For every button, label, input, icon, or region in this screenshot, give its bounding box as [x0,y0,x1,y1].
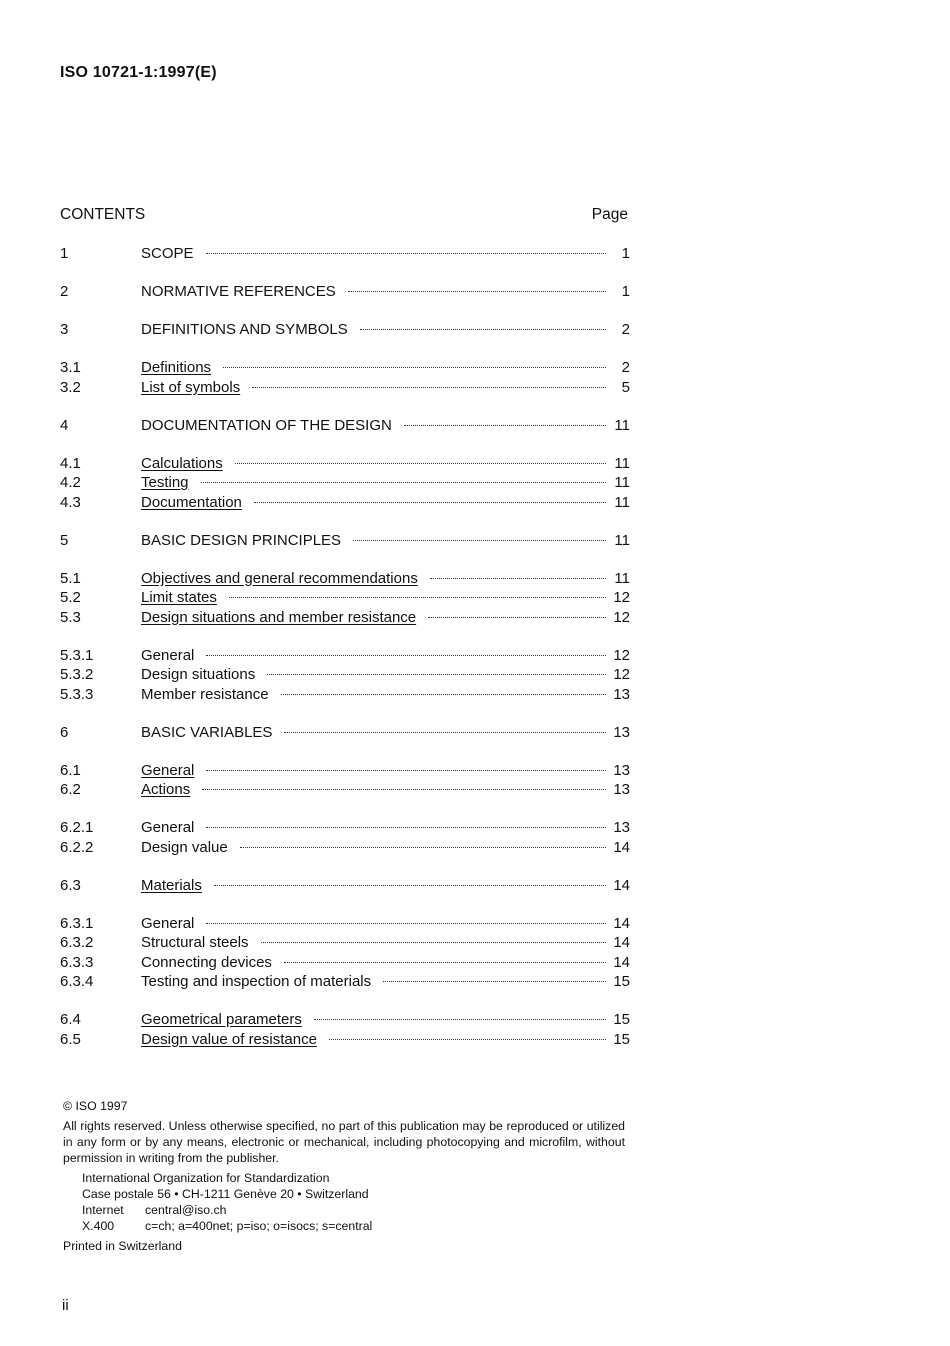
toc-entry [60,454,630,474]
dot-leader [235,463,606,464]
toc-entry-number: 5.2 [60,589,81,606]
toc-entry-title: Actions [141,781,191,798]
toc-header [60,206,630,230]
toc-entry [60,416,630,436]
toc-entry-title: Objectives and general recommendations [141,569,418,587]
rights-statement: All rights reserved. Unless otherwise specified, no part of this publication may be reproduced or utilized in any form or by any means, electronic or mechanical, including photocopying and microfilm, without permission in writing from the publisher. [63,1119,625,1165]
toc-entry-title: List of symbols [141,378,241,396]
toc-group [60,569,630,628]
toc-entry-title: Design value of resistance [141,1030,317,1048]
toc-group [60,454,630,513]
toc-entry-number: 6.4 [60,1011,81,1028]
toc-entry-number: 5.3.3 [60,685,94,703]
toc-entry-number: 6 [60,723,69,741]
dot-leader [348,291,606,292]
toc-entry-page: 11 [614,454,630,472]
dot-leader [284,732,606,733]
toc-entry-number: 3.2 [60,378,81,396]
dot-leader [360,329,606,330]
toc-group [60,876,630,896]
toc-entry [60,876,630,896]
toc-entry [60,665,630,685]
toc-group [60,1010,630,1049]
dot-leader [206,655,606,656]
toc-entry [60,244,630,264]
toc-entry-title: Materials [141,876,202,894]
page-number: ii [62,1297,69,1314]
toc-entry-title: General [141,646,195,664]
toc-entry-title: DEFINITIONS AND SYMBOLS [141,321,348,338]
toc-entry-page: 13 [613,685,630,703]
toc-entry [60,933,630,953]
toc-entry [60,531,630,551]
dot-leader [202,789,606,790]
toc-entry [60,646,630,666]
toc-entry-page: 14 [613,876,630,894]
toc-entry [60,588,630,608]
toc-entry-page: 2 [621,359,630,376]
toc-entry-number: 5.3.1 [60,646,94,664]
toc-entry-page: 15 [613,1011,630,1028]
toc-entry-title: DOCUMENTATION OF THE DESIGN [141,416,392,434]
toc-entry-page: 11 [614,569,630,587]
toc-group [60,723,630,743]
toc-entry-page: 13 [613,723,630,741]
dot-leader [254,502,606,503]
toc-entry-title: Definitions [141,359,212,376]
toc-entry-page: 11 [614,416,630,434]
toc-group [60,646,630,705]
toc-entry [60,972,630,992]
toc-entry-page: 14 [613,953,630,971]
toc-entry [60,493,630,513]
toc-entry-title: Testing [141,474,189,491]
internet-row [82,1202,625,1218]
toc-entry-title: Limit states [141,589,217,606]
toc-entry-title: Design value [141,838,228,856]
toc-entry-page: 13 [613,819,630,836]
toc-entry [60,358,630,378]
toc-entry-number: 4.3 [60,493,81,511]
dot-leader [261,942,606,943]
dot-leader [206,827,606,828]
toc-entry-title: BASIC VARIABLES [141,723,273,741]
toc-entry-title: Connecting devices [141,953,272,971]
toc-entry-title: Structural steels [141,934,249,951]
toc-entry-number: 6.5 [60,1030,81,1048]
toc-entry-title: Testing and inspection of materials [141,973,372,990]
toc-entry [60,914,630,934]
dot-leader [201,482,606,483]
toc-entry-title: Member resistance [141,685,269,703]
toc-entry-number: 4.2 [60,474,81,491]
toc-entry-title: Documentation [141,493,242,511]
dot-leader [404,425,606,426]
toc-entry [60,569,630,589]
dot-leader [281,694,606,695]
toc-entry-page: 12 [613,666,630,683]
toc-entry-number: 4.1 [60,454,81,472]
table-of-contents [60,206,630,1068]
toc-entry-number: 4 [60,416,69,434]
toc-group [60,531,630,551]
toc-entry-title: SCOPE [141,245,194,262]
dot-leader [314,1019,606,1020]
toc-entry-page: 11 [614,474,630,491]
toc-entry [60,282,630,302]
toc-entry-title: NORMATIVE REFERENCES [141,283,336,300]
dot-leader [383,981,606,982]
toc-entry-number: 6.3.4 [60,973,94,990]
toc-entry-page: 11 [614,493,630,511]
toc-entry-number: 1 [60,245,69,262]
toc-entry [60,320,630,340]
publisher-address [63,1170,625,1234]
toc-entry [60,608,630,628]
dot-leader [353,540,606,541]
toc-entry-number: 5.3 [60,608,81,626]
toc-entry-title: General [141,761,195,779]
toc-entry-page: 15 [613,973,630,990]
toc-entry [60,1010,630,1030]
toc-entry-page: 5 [621,378,630,396]
toc-group [60,818,630,857]
internet-address: central@iso.ch [145,1203,227,1217]
toc-entry-page: 15 [613,1030,630,1048]
dot-leader [214,885,606,886]
contents-heading: CONTENTS [60,206,146,223]
toc-entry-number: 6.2.2 [60,838,94,856]
toc-entry [60,685,630,705]
document-id: ISO 10721-1:1997(E) [60,64,217,81]
dot-leader [284,962,606,963]
toc-group [60,761,630,800]
toc-entry-number: 5.1 [60,569,81,587]
toc-entry-number: 3 [60,321,69,338]
toc-entry-page: 1 [621,283,630,300]
toc-entries [60,244,630,1049]
toc-entry-title: BASIC DESIGN PRINCIPLES [141,531,342,549]
toc-entry-number: 2 [60,283,69,300]
toc-entry [60,378,630,398]
toc-entry-number: 6.3.1 [60,914,94,932]
toc-group [60,914,630,992]
toc-entry-title: Calculations [141,454,223,472]
toc-entry-number: 5.3.2 [60,666,94,683]
toc-entry-page: 14 [613,914,630,932]
dot-leader [206,253,606,254]
dot-leader [206,770,606,771]
dot-leader [240,847,606,848]
toc-entry-number: 6.2.1 [60,819,94,836]
toc-group [60,282,630,302]
toc-entry-number: 3.1 [60,359,81,376]
dot-leader [223,367,606,368]
toc-entry [60,838,630,858]
toc-group [60,358,630,397]
toc-entry-number: 5 [60,531,69,549]
organization-name: International Organization for Standardization [82,1171,330,1185]
toc-entry [60,761,630,781]
dot-leader [428,617,606,618]
toc-entry-page: 11 [614,531,630,549]
internet-label: Internet [82,1203,124,1217]
toc-entry [60,953,630,973]
toc-entry [60,1030,630,1050]
toc-entry [60,780,630,800]
dot-leader [430,578,606,579]
copyright-line: © ISO 1997 [63,1099,128,1113]
toc-entry-page: 13 [613,761,630,779]
x400-address: c=ch; a=400net; p=iso; o=isocs; s=central [145,1219,373,1233]
toc-entry-page: 14 [613,838,630,856]
toc-group [60,320,630,340]
toc-entry-title: General [141,914,195,932]
dot-leader [329,1039,606,1040]
toc-entry-page: 2 [621,321,630,338]
toc-entry-title: General [141,819,195,836]
toc-entry-page: 13 [613,781,630,798]
toc-entry-page: 14 [613,934,630,951]
toc-entry-page: 1 [621,245,630,262]
dot-leader [206,923,606,924]
toc-entry-number: 6.3.3 [60,953,94,971]
toc-entry [60,818,630,838]
dot-leader [229,597,606,598]
toc-entry [60,473,630,493]
page-column-label: Page [591,206,628,223]
postal-address: Case postale 56 • CH-1211 Genève 20 • Switzerland [82,1187,369,1201]
toc-entry-number: 6.2 [60,781,81,798]
dot-leader [252,387,606,388]
toc-entry-title: Geometrical parameters [141,1011,302,1028]
toc-entry-title: Design situations and member resistance [141,608,417,626]
x400-row [82,1218,625,1234]
toc-entry [60,723,630,743]
copyright-block [63,1098,625,1254]
toc-entry-page: 12 [613,608,630,626]
x400-label: X.400 [82,1219,115,1233]
toc-group [60,244,630,264]
toc-entry-number: 6.3.2 [60,934,94,951]
toc-entry-number: 6.3 [60,876,81,894]
dot-leader [267,674,606,675]
toc-entry-number: 6.1 [60,761,81,779]
toc-entry-title: Design situations [141,666,256,683]
toc-group [60,416,630,436]
printed-in: Printed in Switzerland [63,1239,182,1253]
toc-entry-page: 12 [613,646,630,664]
toc-entry-page: 12 [613,589,630,606]
